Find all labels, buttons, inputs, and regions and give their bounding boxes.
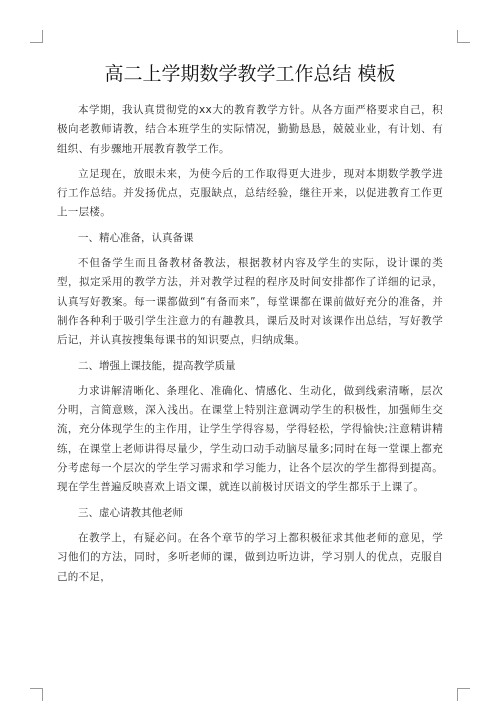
document-title: 高二上学期数学教学工作总结 模板 [104, 63, 396, 85]
crop-mark-bottom-left [30, 688, 43, 701]
crop-mark-bottom-right [457, 688, 470, 701]
section-heading: 三、虚心请教其他老师 [78, 506, 183, 519]
section-paragraph: 不但备学生而且备教材备教法，根据教材内容及学生的实际，设计课的类型，拟定采用的教学方法，并对教学过程的程序及时间安排都作了详细的记录，认真写好教案。每一课都做到“有备而来”，每堂课都在课前做好充分的准备，并制作各种利于吸引学生注意力的有趣教具，课后及时对该课作出总结，写好教学后记，并认真按搜集每课书的知识要点，归纳成集。 [57, 257, 443, 347]
document-body [57, 101, 443, 593]
crop-mark-top-left [30, 30, 43, 43]
section-heading: 二、增强上课技能，提高教学质量 [78, 359, 236, 372]
section-heading: 一、精心准备，认真备课 [78, 231, 194, 244]
crop-mark-top-right [457, 30, 470, 43]
section-paragraph: 在教学上，有疑必问。在各个章节的学习上都积极征求其他老师的意见，学习他们的方法，同时，多听老师的课，做到边听边讲，学习别人的优点，克服自己的不足， [57, 531, 443, 583]
summary-paragraph: 立足现在，放眼未来，为使今后的工作取得更大进步，现对本期数学教学进行工作总结。并发扬优点，克服缺点，总结经验，继往开来，以促进教育工作更上一层楼。 [57, 167, 443, 219]
intro-paragraph: 本学期，我认真贯彻党的xx大的教育教学方针。从各方面严格要求自己，积极向老教师请教，结合本班学生的实际情况，勤勤恳恳，兢兢业业，有计划、有组织、有步骤地开展教育教学工作。 [57, 104, 443, 155]
section-paragraph: 力求讲解清晰化、条理化、准确化、情感化、生动化，做到线索清晰，层次分明，言简意赅，深入浅出。在课堂上特别注意调动学生的积极性，加强师生交流，充分体现学生的主作用，让学生学得容易，学得轻松，学得愉快;注意精讲精练，在课堂上老师讲得尽量少，学生动口动手动脑尽量多;同时在每一堂课上都充分考虑每一个层次的学生学习需求和学习能力，让各个层次的学生都得到提高。现在学生普遍反映喜欢上语文课，就连以前极讨厌语文的学生都乐于上课了。 [57, 384, 443, 494]
